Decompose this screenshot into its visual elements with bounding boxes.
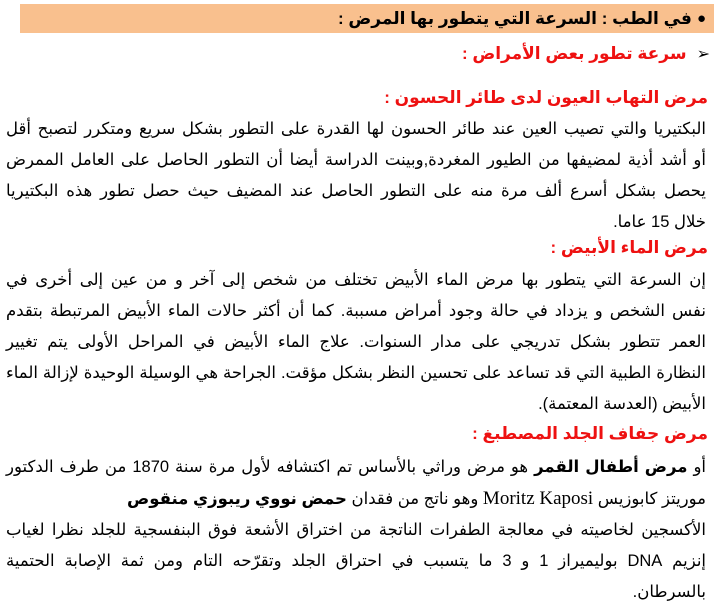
paragraph-line: إن السرعة التي يتطور بها مرض الماء الأبيض تختلف من شخص إلى آخر و من عين إلى أخرى في	[6, 271, 706, 289]
text-run: موريتز كابوزيس	[593, 490, 706, 508]
paragraph-finch-eye-disease	[6, 114, 706, 238]
paragraph-xeroderma	[6, 452, 706, 608]
paragraph-line: العمر تتطور بشكل تدريجي على مدار السنوات. علاج الماء الأبيض في المراحل الأولى يتم تغيير	[6, 333, 706, 351]
bold-term-moon-children: مرض أطفال القمر	[534, 458, 688, 476]
bullet-icon: ●	[696, 10, 706, 27]
paragraph-line: نفس الشخص و يزداد في حالة وجود أمراض مسببة. كما أن أكثر حالات الماء الأبيض المرتبطة بتقدم	[6, 302, 706, 320]
bold-term-dna: حمض نووي ريبوزي منقوص	[127, 490, 347, 508]
paragraph-line: خلال 15 عاما.	[613, 213, 706, 231]
paragraph-line: الأبيض (العدسة المعتمة).	[538, 395, 706, 413]
subheading	[462, 44, 710, 64]
topic-banner	[20, 4, 714, 33]
banner-title: في الطب : السرعة التي يتطور بها المرض :	[338, 8, 692, 28]
text-run: هو مرض وراثي بالأساس تم اكتشافه لأول مرة سنة 1870 من طرف الدكتور	[6, 458, 535, 476]
arrow-bullet-icon: ➢	[696, 46, 710, 63]
paragraph-line: إنزيم DNA بوليميراز 1 و 3 ما يتسبب في احتراق الجلد وتقرّحه التام ومن ثمة الإصابة الحتمية	[6, 552, 706, 570]
paragraph-cataract	[6, 265, 706, 420]
paragraph-line: النظارة الطبية التي قد تساعد على تحسين النظر بشكل مؤقت. الجراحة هي الوسيلة الوحيدة لإزالة الماء	[6, 364, 706, 382]
paragraph-line: يحصل بشكل أسرع ألف مرة منه على التطور الحاصل عند المضيف حيث حصل تطور هذه البكتيريا	[6, 182, 706, 200]
section-title-finch-eye-disease: مرض التهاب العيون لدى طائر الحسون :	[384, 88, 708, 107]
paragraph-line	[6, 452, 706, 483]
text-run: أو	[687, 458, 707, 476]
text-run: وهو ناتج من فقدان	[346, 490, 483, 508]
section-title-xeroderma: مرض جفاف الجلد المصطبغ :	[472, 424, 708, 443]
paragraph-line: أو أشد أذية لمضيفها من الطيور المغردة,وبينت الدراسة أيضا أن التطور الحاصل على العامل الممرض	[6, 151, 706, 169]
paragraph-line	[6, 483, 706, 515]
section-title-cataract: مرض الماء الأبيض :	[550, 238, 708, 257]
paragraph-line: البكتيريا والتي تصيب العين عند طائر الحسون لها القدرة على التطور بشكل سريع ومتكرر لتصبح أقل	[6, 120, 706, 138]
latin-name: Moritz Kaposi	[482, 488, 594, 509]
paragraph-line: الأكسجين لخاصيته في معالجة الطفرات الناتجة من اختراق الأشعة فوق البنفسجية للجلد نظرا لغياب	[6, 521, 706, 539]
subheading-text: سرعة تطور بعض الأمراض :	[461, 44, 687, 63]
paragraph-line: بالسرطان.	[632, 583, 706, 601]
